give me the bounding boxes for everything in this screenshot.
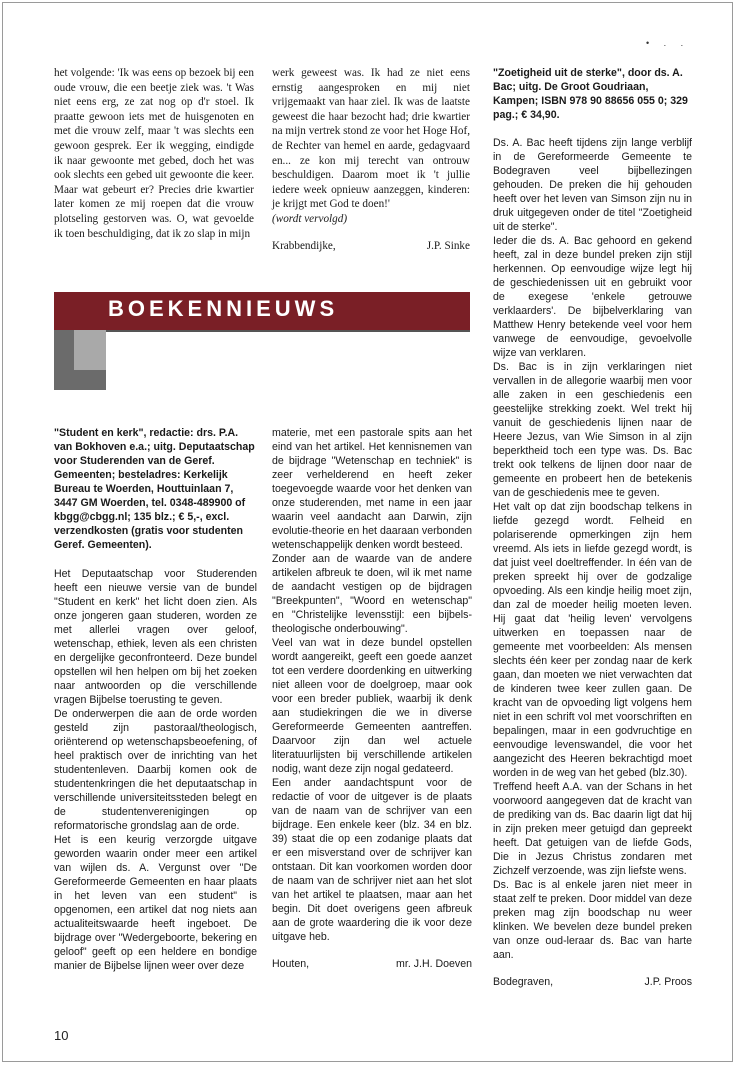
section-title: BOEKENNIEUWS xyxy=(108,296,339,321)
article-continuation-left xyxy=(54,66,254,241)
review1-header: "Student en kerk", redactie: drs. P.A. van Bokhoven e.a.; uitg. Deputaatschap voor Studerenden van de Geref. Gemeenten; besteladres: Kerkelijk Bureau te Woerden, Houttuinlaan 7, 3447 GM Woerden, tel. 0348-489900 of kbgg@cbgg.nl; 135 blz.; € 5,-, excl. verzendkosten (gratis voor studenten Geref. Gemeenten). xyxy=(54,427,255,551)
continued-note: (wordt vervolgd) xyxy=(272,212,348,225)
signature-author: mr. J.H. Doeven xyxy=(396,958,472,970)
header-marks: • . . xyxy=(646,38,690,48)
review2-paragraph: Ieder die ds. A. Bac gehoord en gekend heeft, zal in deze bundel preken zijn stijl herkennen. Op eenvoudige wijze legt hij de geschiedenissen uit en gebruikt voor de exegese 'enkele getrouwe verklaarders'. De bijbelverklaring van Matthew Henry betekende veel voor hem vanwege de eenvoudige, gevoelvolle wijze van verklaren. xyxy=(493,235,692,359)
review2-paragraph: Ds. Bac is al enkele jaren niet meer in staat zelf te preken. Door middel van deze preken mag zijn boodschap nu weer klinken. We bevelen deze bundel preken van onze oud-leraar ds. Bac van harte aan. xyxy=(493,879,692,961)
page-number: 10 xyxy=(54,1028,69,1043)
review1-signature xyxy=(272,957,472,971)
review2-paragraph: Het valt op dat zijn boodschap telkens in liefde gezegd wordt. Felheid en polariserende opmerkingen zijn hem vreemd. Als iets in liefde gezegd wordt, is dat juist veel doeltreffender. In één van de preken spreekt hij over de godzalige opvoeding. Als een kindje heilig moet zijn, dan zal de moeder heilig moeten leven. Hij gaat dat 'heilig leven' vervolgens uitwerken en toepassen naar de gemeente met voorbeelden: Als mensen slechts één keer per zondag naar de kerk gaan, dan moeten we niet verwachten dat de kinderen twee keer zullen gaan. De kracht van de opvoeding ligt volgens hem niet in een schrift vol met voorschriften en bepalingen, maar in een godvruchtige en eenvoudige levenswandel, die voor het aangezicht des Heeren bekrachtigd moet worden in de weg van het gebed (blz.30). xyxy=(493,501,692,779)
review2-paragraph: Ds. Bac is in zijn verklaringen niet vervallen in de allegorie waarbij men voor alle zaken in een geschiedenis een geestelijke strekking zoekt. Wel trekt hij vanuit de geschiedenis lijnen naar de Heere Jezus, van Wie Simson in al zijn beperktheid toch een type was. Ds. Bac trekt ook telkens de lijnen door naar de gemeente en probeert hen de betekenis van de geschiedenis mee te geven. xyxy=(493,361,692,499)
signature-author: J.P. Proos xyxy=(644,976,692,988)
review1-middle-column xyxy=(272,426,472,971)
review2-signature xyxy=(493,975,692,989)
review1-left-column xyxy=(54,426,257,973)
banner-divider xyxy=(106,330,470,332)
review2-paragraph: Ds. A. Bac heeft tijdens zijn lange verblijf in de Gereformeerde Gemeente te Bodegraven veel bijbellezingen gehouden. De preken die hij gehouden heeft over het leven van Simson zijn nu in druk uitgegeven onder de titel "Zoetigheid uit de sterke". xyxy=(493,137,692,233)
banner-decoration-light xyxy=(74,330,106,370)
review2-column xyxy=(493,66,692,989)
signature-place: Krabbendijke, xyxy=(272,239,336,252)
review2-header: "Zoetigheid uit de sterke", door ds. A. Bac; uitg. De Groot Goudriaan, Kampen; ISBN 978 90 88656 055 0; 329 pag.; € 34,90. xyxy=(493,67,688,121)
signature-author: J.P. Sinke xyxy=(426,239,470,252)
review1-paragraph: De onderwerpen die aan de orde worden gesteld zijn pastoraal/theologisch, oriënterend op wetenschapsbeoefening, of heel praktisch over de inrichting van het studentenleven. Daarbij komen ook de studentenkringen die het deputaatschap in verschillende universiteitssteden belegt en de studentenverenigingen op reformatorische grondslag aan de orde. xyxy=(54,708,257,832)
review1-paragraph: materie, met een pastorale spits aan het eind van het artikel. Het kennisnemen van de bijdrage "Wetenschap en techniek" is zeer verhelderend en heeft zeker toegevoegde waarde voor het denken van onze studerenden, met name in een jaar waarin veel aandacht aan Darwin, zijn evolutie-theorie en het daaraan verbonden wetenschappelijk denken wordt besteed. xyxy=(272,427,472,551)
review1-paragraph: Het is een keurig verzorgde uitgave geworden waarin onder meer een artikel van wijlen ds. A. Vergunst over "De Gereformeerde Gemeenten en haar plaats in het leven van een student" is opgenomen, een artikel dat nog niets aan actualiteitswaarde heeft ingeboet. De bijdrage over "Wedergeboorte, bekering en geloof" geeft op een heldere en bondige manier de Bijbelse lijnen weer over deze xyxy=(54,834,257,972)
review1-paragraph: Veel van wat in deze bundel opstellen wordt aangereikt, geeft een goede aanzet tot een verdere doordenking en uitwerking niet alleen voor de doelgroep, maar ook voor een breder publiek, waarbij ik denk aan studiekringen die we in diverse Gereformeerde Gemeenten aantreffen. Daarvoor zijn dan wel actuele literatuurlijsten bij verschillende artikelen nodig, want deze zijn nogal gedateerd. xyxy=(272,637,472,775)
signature-place: Houten, xyxy=(272,958,310,970)
article-text: het volgende: 'Ik was eens op bezoek bij een oude vrouw, die een beetje ziek was. 't Was niet eens erg, ze zat nog op d'r stoel. Ik praatte gewoon iets met de huisgenoten en met die vrouw zelf, maar 't was slechts een gewoon gesprek. Eer ik wegging, eindigde ik naar gewoonte met gebed, doch het was ook slechts een gebed uit gewoonte die keer. Maar wat gebeurt er? Precies drie kwartier later komen ze mij roepen dat die vrouw plotseling gestorven was. O, wat gevoelde ik toen beschuldiging, dat ik zo slap in mijn xyxy=(54,67,254,240)
review2-paragraph: Treffend heeft A.A. van der Schans in het voorwoord aangegeven dat de kracht van de prediking van ds. Bac daarin ligt dat hij in zijn preken meer getuigd dan gepreekt heeft. Dat getuigen van de liefde Gods, Die in Jezus Christus zondaren met Zichzelf verzoende, was zijn liefste wens. xyxy=(493,781,692,877)
review1-paragraph: Zonder aan de waarde van de andere artikelen afbreuk te doen, wil ik met name de aandacht vestigen op de bijdragen "Breekpunten", "Woord en wetenschap" en "Christelijke levensstijl: een bijbels-theologische onderbouwing". xyxy=(272,553,472,635)
signature-place: Bodegraven, xyxy=(493,976,554,988)
article-continuation-middle xyxy=(272,66,470,253)
review1-paragraph: Het Deputaatschap voor Studerenden heeft een nieuwe versie van de bundel "Student en kerk" het licht doen zien. Als onze jongeren gaan studeren, worden ze met allerlei vragen over geloof, wetenschap, ethiek, leven als een christen en dergelijke geconfronteerd. Deze bundel opstellen wil hen helpen om bij het zoeken naar antwoorden op die verschillende vragen Bijbelse toerusting te geven. xyxy=(54,568,257,706)
signature xyxy=(272,239,470,254)
article-text: werk geweest was. Ik had ze niet eens ernstig aangesproken en mij niet vrijgemaakt van haar ziel. Ik was de laatste geweest die haar bezocht had; drie kwartier na mijn vertrek stond ze voor het Hoge Hof, de Rechter van hemel en aarde, gedagvaard en... ze kon mij terecht van ontrouw beschuldigen. Daarom moet ik 't jullie iedere week opnieuw aanzeggen, kinderen: je krijgt met God te doen!' xyxy=(272,67,470,211)
review1-paragraph: Een ander aandachtspunt voor de redactie of voor de uitgever is de plaats van de naam van de schrijver van een bijdrage. Een enkele keer (blz. 34 en blz. 39) staat die op een zodanige plaats dat er een misverstand over de schrijver kan ontstaan. Dit kan voorkomen worden door de naam van de schrijver niet aan het slot van het artikel te plaatsen, maar aan het begin. Dit doet overigens geen afbreuk aan de grote waardering die ik voor deze uitgave heb. xyxy=(272,777,472,943)
